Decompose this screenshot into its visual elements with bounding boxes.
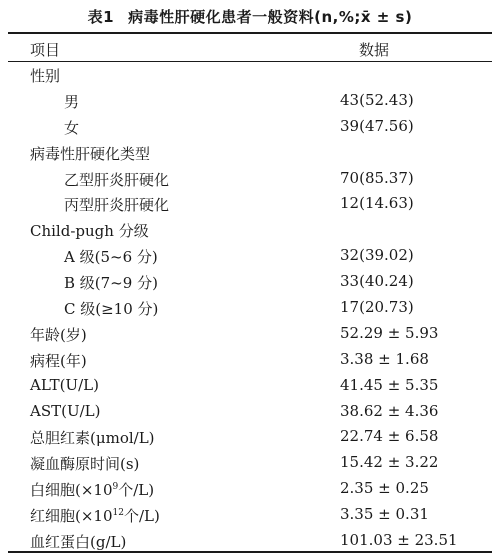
row-label [30,324,87,345]
row-value: 41.45 ± 5.35 [340,375,439,394]
row-label-text: B 级(7~9 分) [64,274,158,293]
table-row [8,269,492,295]
table-row [8,217,492,243]
table-header [8,34,492,61]
table-row [8,321,492,347]
table-row [8,191,492,217]
row-label [30,65,60,86]
table-row [8,424,492,450]
row-value: 43(52.43) [340,90,414,109]
row-value: 52.29 ± 5.93 [340,323,439,342]
row-label-exponent: 9 [112,482,119,493]
table-caption: 病毒性肝硬化患者一般资料(n,%;x̄ ± s) [128,8,413,26]
row-value: 17(20.73) [340,298,414,317]
row-label-exponent: 12 [112,508,124,519]
row-value: 2.35 ± 0.25 [340,479,429,498]
row-label-text: 凝血酶原时间(s) [30,455,140,474]
row-label-text: AST(U/L) [30,401,101,420]
row-label-text: 乙型肝炎肝硬化 [64,170,170,189]
row-label [30,143,150,164]
row-label-text: 白细胞(×10 [30,481,113,500]
table-title [0,6,500,27]
table-row [8,450,492,476]
row-label-suffix: 个/L) [123,507,160,526]
table-body [8,62,492,554]
row-label [30,505,160,526]
row-label [64,298,158,319]
row-label-text: 病程(年) [30,351,87,370]
row-label-text: 红细胞(×10 [30,507,113,526]
row-value: 12(14.63) [340,194,414,213]
table-row [8,295,492,321]
row-label [64,246,158,267]
row-label [30,376,99,394]
row-label-text: 年龄(岁) [30,325,87,344]
row-value: 3.35 ± 0.31 [340,505,429,524]
row-label-text: C 级(≥10 分) [64,300,159,319]
row-label [64,169,169,190]
row-label [30,350,87,371]
table-row [8,399,492,425]
bottom-rule [8,551,492,553]
table-row [8,476,492,502]
row-label [64,272,158,293]
row-label [64,117,79,138]
table-row [8,62,492,88]
row-label [30,402,100,420]
table-row [8,373,492,399]
row-label-text: 丙型肝炎肝硬化 [64,196,170,215]
header-item: 项目 [30,41,61,59]
table-row [8,140,492,166]
row-label-text: ALT(U/L) [30,375,99,394]
row-label-text: 男 [64,92,80,111]
row-label [64,194,169,215]
row-label-suffix: 个/L) [118,481,155,500]
row-value: 101.03 ± 23.51 [340,531,458,550]
table-row [8,502,492,528]
row-label [30,453,139,474]
row-value: 33(40.24) [340,272,414,291]
table-row [8,347,492,373]
row-label-text: Child-pugh 分级 [30,222,149,241]
row-label-text: A 级(5~6 分) [64,248,158,267]
row-label-text: 女 [64,118,80,137]
row-value: 15.42 ± 3.22 [340,453,439,472]
header-data: 数据 [358,41,389,59]
row-label-text: 病毒性肝硬化类型 [30,144,151,163]
row-value: 3.38 ± 1.68 [340,349,429,368]
row-label [30,479,154,500]
row-label-text: 性别 [30,67,61,85]
row-label [30,220,149,241]
row-label-text: 总胆红素(μmol/L) [30,429,155,448]
table-row [8,88,492,114]
row-label [30,531,126,552]
row-value: 39(47.56) [340,116,414,135]
table-label: 表1 [87,8,115,26]
row-value: 38.62 ± 4.36 [340,401,439,420]
table-row [8,114,492,140]
table-row [8,166,492,192]
table-row [8,243,492,269]
row-label [64,91,79,112]
row-value: 70(85.37) [340,168,414,187]
row-label-text: 血红蛋白(g/L) [30,533,127,552]
row-value: 22.74 ± 6.58 [340,427,439,446]
row-value: 32(39.02) [340,246,414,265]
row-label [30,427,155,448]
